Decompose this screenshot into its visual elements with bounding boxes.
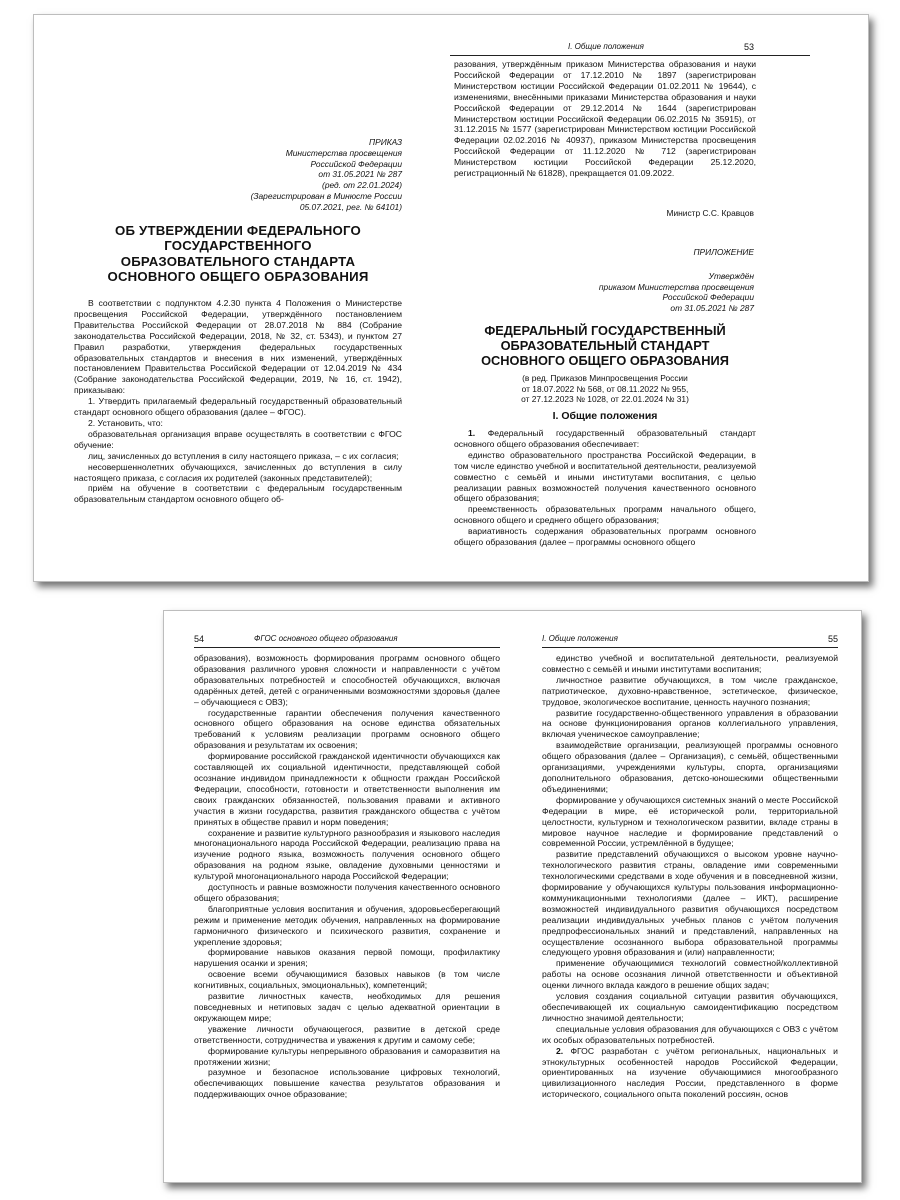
edition-note <box>454 373 756 405</box>
edition-line: (в ред. Приказов Минпросвещения России <box>522 373 688 383</box>
top-book-spread <box>33 14 869 582</box>
page-52 <box>44 15 420 575</box>
paragraph: сохранение и развитие культурного разнообразия и языкового наследия многонационального народа Российской Федерации, реализацию права на изучение родного языка, возможность получения основного общего образования на родном языке, овладение духовными ценностями и культурой многонационального народа Российской Федерации; <box>194 827 500 882</box>
order-title-line: ОБ УТВЕРЖДЕНИИ ФЕДЕРАЛЬНОГО <box>115 223 361 238</box>
paragraph: специальные условия образования для обучающихся с ОВЗ с учётом их особых образовательных потребностей. <box>542 1023 838 1045</box>
order-date: от 31.05.2021 № 287 <box>318 169 402 180</box>
order-header <box>251 137 402 213</box>
point-text: Федеральный государственный образовательный стандарт основного общего образования обеспечивает: <box>454 428 756 449</box>
page-number: 55 <box>827 634 838 644</box>
paragraph: уважение личности обучающегося, развитие в детской среде ответственности, сотрудничества и уважения к другим и самому себе; <box>194 1023 500 1045</box>
paragraph: 1. Утвердить прилагаемый федеральный государственный образовательный стандарт основного общего образования (далее – ФГОС). <box>74 396 402 418</box>
paragraph <box>542 1046 838 1101</box>
running-head-title: I. Общие положения <box>568 42 644 51</box>
paragraph: доступность и равные возможности получения качественного основного общего образования; <box>194 882 500 903</box>
order-title <box>74 223 402 285</box>
order-registration-line2: 05.07.2021, рег. № 64101) <box>299 201 402 212</box>
order-registration-line1: (Зарегистрирован в Минюсте России <box>250 190 402 201</box>
appendix-label: ПРИЛОЖЕНИЕ <box>693 247 754 257</box>
page-body <box>542 653 838 1100</box>
approved-line: от 31.05.2021 № 287 <box>670 302 754 313</box>
section-heading: I. Общие положения <box>552 410 658 422</box>
point-number: 1. <box>468 428 476 438</box>
paragraph: формирование навыков оказания первой помощи, профилактику нарушения осанки и зрения; <box>194 947 500 969</box>
paragraph: приём на обучение в соответствии с федеральным государственным образовательным стандартом основного общего об- <box>74 483 402 505</box>
order-issuer-line2: Российской Федерации <box>310 158 402 169</box>
order-title-line: ОБРАЗОВАТЕЛЬНОГО СТАНДАРТА <box>120 253 356 269</box>
standard-title-line: ОБРАЗОВАТЕЛЬНЫЙ СТАНДАРТ <box>500 338 710 354</box>
page-body <box>194 653 500 1100</box>
paragraph: развитие представлений обучающихся о высоком уровне научно-технологического развития страны, овладение ими современными технологическими средствами в ходе обучения и в повседневной жизни, формирование у обучающихся культуры пользования информационно-коммуникационными технологиями (далее – ИКТ), расширение возможностей индивидуального развития обучающихся посредством реализации индивидуальных учебных планов с учётом получения предпрофессиональных знаний и представлений, направленных на осуществление осознанного выбора образовательной программы следующего уровня образования и (или) направленности; <box>542 849 838 958</box>
order-title-line: ГОСУДАРСТВЕННОГО <box>164 238 312 254</box>
order-body-continuation <box>454 59 756 179</box>
paragraph: личностное развитие обучающихся, в том числе гражданское, патриотическое, духовно-нравственное, эстетическое, физическое, трудовое, экологическое воспитание, ценность научного познания; <box>542 674 838 707</box>
paragraph: 2. Установить, что: <box>88 417 163 428</box>
standard-body <box>454 428 756 548</box>
paragraph: развитие личностных качеств, необходимых для решения повседневных и нетиповых задач с целью адекватной ориентации в окружающем мире; <box>194 991 500 1023</box>
edition-line: от 27.12.2023 № 1028, от 22.01.2024 № 31) <box>521 394 689 405</box>
point-number: 2. <box>556 1045 564 1056</box>
order-edition: (ред. от 22.01.2024) <box>322 180 402 191</box>
paragraph: преемственность образовательных программ начального общего, основного общего и среднего общего образования; <box>454 504 756 526</box>
order-body <box>74 298 402 505</box>
running-head-title: ФГОС основного общего образования <box>254 634 398 643</box>
running-head-title: I. Общие положения <box>542 634 618 643</box>
minister-signature: Министр С.С. Кравцов <box>666 208 754 218</box>
order-issuer-line1: Министерства просвещения <box>285 147 402 158</box>
page-55 <box>542 611 838 1171</box>
paragraph: единство образовательного пространства Российской Федерации, в том числе единство учебной и воспитательной деятельности, реализуемой совместно с семьёй и иными институтами воспитания, с целью реализации равных возможностей получения качественного основного общего образования; <box>454 449 757 504</box>
page-number: 53 <box>743 42 754 52</box>
running-head <box>194 633 500 648</box>
paragraph: единство учебной и воспитательной деятельности, реализуемой совместно с семьёй и иными институтами воспитания; <box>542 653 838 674</box>
running-head <box>450 41 810 56</box>
paragraph: образовательная организация вправе осуществлять в соответствии с ФГОС обучение: <box>74 428 402 450</box>
paragraph: разования, утверждённым приказом Министерства образования и науки Российской Федерации от 17.12.2010 № 1897 (зарегистрирован Министерством юстиции Российской Федерации 01.02.2011 № 19644), с изменениями, внесёнными приказами Министерства образования и науки Российской Федерации от 29.12.2014 № 1644 (зарегистрирован Министерством юстиции Российской Федерации 06.02.2015 № 35915), от 31.12.2015 № 1577 (зарегистрирован Министерством юстиции Российской Федерации 02.02.2016 № 40937), приказом Министерства просвещения Российской Федерации от 11.12.2020 № 712 (зарегистрирован Министерством юстиции Российской Федерации 25.12.2020, регистрационный № 61828), прекращается 01.09.2022. <box>454 59 756 179</box>
order-title-line: ОСНОВНОГО ОБЩЕГО ОБРАЗОВАНИЯ <box>107 269 369 285</box>
edition-line: от 18.07.2022 № 568, от 08.11.2022 № 955, <box>521 383 689 394</box>
standard-title-line: ОСНОВНОГО ОБЩЕГО ОБРАЗОВАНИЯ <box>481 353 729 369</box>
paragraph: разумное и безопасное использование цифровых технологий, обеспечивающих повышение качества результатов образования и поддерживающих очное образование; <box>194 1067 500 1100</box>
paragraph: формирование культуры непрерывного образования и саморазвития на протяжении жизни; <box>194 1045 500 1067</box>
page-53 <box>450 15 810 575</box>
page-54 <box>194 611 500 1171</box>
approved-line: Российской Федерации <box>662 292 754 303</box>
paragraph: образования), возможность формирования программ основного общего образования различного уровня сложности и направленности с учётом образовательных потребностей и способностей обучающихся, включая одарённых детей, детей с ограниченными возможностями здоровья (далее – обучающиеся с ОВЗ); <box>194 653 500 707</box>
paragraph: благоприятные условия воспитания и обучения, здоровьесберегающий режим и применение методик обучения, направленных на формирование гармоничного физического и психического развития, сохранение и укрепление здоровья; <box>194 903 500 947</box>
paragraph: формирование у обучающихся системных знаний о месте Российской Федерации в мире, её исторической роли, территориальной целостности, культурном и технологическом развитии, вкладе страны в мировое научное наследие и формирование представлений о современной России, устремлённой в будущее; <box>542 794 838 849</box>
paragraph: вариативность содержания образовательных программ основного общего образования (далее – программы основного общего <box>454 526 756 548</box>
paragraph: развитие государственно-общественного управления в образовании на основе функционирования органов коллегиального управления, включая ученическое самоуправление; <box>542 707 838 740</box>
paragraph: В соответствии с подпунктом 4.2.30 пункта 4 Положения о Министерстве просвещения Российской Федерации, утверждённого постановлением Правительства Российской Федерации от 28.07.2018 № 884 (Собрание законодательства Российской Федерации, 2018, № 32, ст. 5343), и пунктом 27 Правил разработки, утверждения федеральных государственных образовательных стандартов и внесения в них изменений, утверждённых постановлением Правительства Российской Федерации от 12.04.2019 № 434 (Собрание законодательства Российской Федерации, 2019, № 16, ст. 1942), приказываю: <box>74 298 402 396</box>
paragraph: государственные гарантии обеспечения получения качественного основного общего образования на основе единства обязательных требований к условиям реализации программ основного общего образования и результатам их освоения; <box>194 707 500 751</box>
approved-block <box>599 271 754 313</box>
approved-line: Утверждён <box>708 271 754 281</box>
paragraph: освоение всеми обучающимися базовых навыков (в том числе когнитивных, социальных, эмоциональных), компетенций; <box>194 969 500 991</box>
bottom-book-spread <box>163 610 862 1183</box>
paragraph <box>454 428 756 450</box>
standard-title <box>454 323 756 369</box>
page-number: 54 <box>194 634 205 644</box>
paragraph: формирование российской гражданской идентичности обучающихся как составляющей их социальной идентичности, представляющей собой осознание индивидом принадлежности к общности граждан Российской Федерации, способности, готовности и ответственности выполнения им своих гражданских обязанностей, пользования правами и активного участия в жизни государства, развития гражданского общества с учётом принятых в обществе правил и норм поведения; <box>194 751 500 827</box>
point-text: ФГОС разработан с учётом региональных, национальных и этнокультурных особенностей народов Российской Федерации, ориентированных на изучение обучающимися многообразного цивилизационного наследия России, представленного в форме исторического, социального опыта поколений россиян, основ <box>542 1045 838 1100</box>
paragraph: лиц, зачисленных до вступления в силу настоящего приказа, – с их согласия; <box>88 450 399 461</box>
approved-line: приказом Министерства просвещения <box>598 281 754 292</box>
paragraph: применение обучающимися технологий совместной/коллективной работы на основе осознания личной ответственности и объективной оценки личного вклада каждого в решение общих задач; <box>542 958 838 991</box>
order-head: ПРИКАЗ <box>369 137 402 147</box>
running-head <box>542 633 838 648</box>
paragraph: взаимодействие организации, реализующей программы основного общего образования (далее – Организация), с семьёй, общественными организациями, учреждениями культуры, спорта, организациями дополнительного образования, детско-юношескими общественными объединениями; <box>542 740 838 794</box>
paragraph: условия создания социальной ситуации развития обучающихся, обеспечивающей их социальную самоидентификацию посредством личностно значимой деятельности; <box>542 991 838 1023</box>
standard-title-line: ФЕДЕРАЛЬНЫЙ ГОСУДАРСТВЕННЫЙ <box>484 323 726 338</box>
paragraph: несовершеннолетних обучающихся, зачисленных до вступления в силу настоящего приказа, с согласия их родителей (законных представителей); <box>74 461 402 483</box>
